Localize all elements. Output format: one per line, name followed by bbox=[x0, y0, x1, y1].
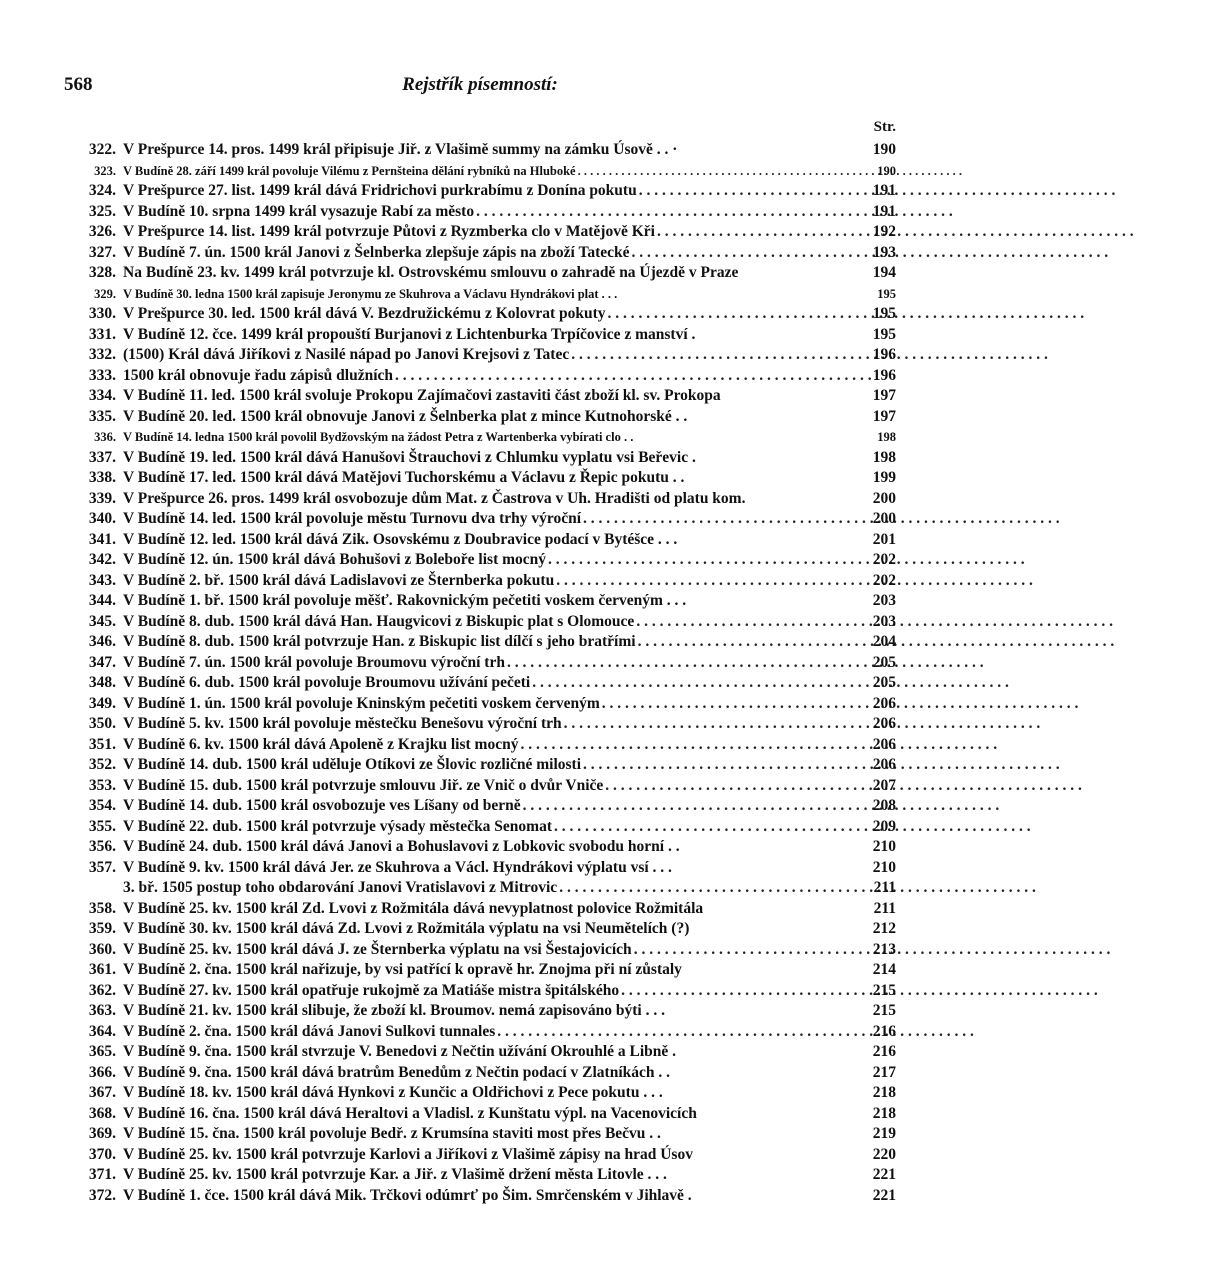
entry-number: 354. bbox=[88, 797, 116, 814]
entry-text: Na Budíně 23. kv. 1499 král potvrzuje kl. Ostrovskému smlouvu o zahradě na Újezdě v Praze bbox=[123, 264, 739, 281]
leader-dots bbox=[569, 345, 870, 366]
entry-number: 341. bbox=[88, 530, 116, 548]
entry-number: 364. bbox=[88, 1022, 116, 1040]
entry-page: 197 bbox=[872, 387, 896, 404]
entry-text: V Budíně 10. srpna 1499 král vysazuje Rabí za město bbox=[123, 202, 475, 220]
entry-number: 328. bbox=[88, 264, 116, 281]
entry-text: V Budíně 18. kv. 1500 král dává Hynkovi z Kunčic a Oldřichovi z Pece pokutu . . . bbox=[123, 1084, 663, 1101]
leader-dots bbox=[581, 509, 870, 530]
entry-page: 204 bbox=[872, 633, 896, 650]
entry-text: V Budíně 21. kv. 1500 král slibuje, že zboží kl. Broumov. nemá zapisováno býti . . . bbox=[123, 1002, 665, 1019]
entry-text: V Budíně 7. ún. 1500 král povoluje Broumovu výroční trh bbox=[123, 653, 505, 671]
entry-text: V Budíně 16. čna. 1500 král dává Heraltovi a Vladisl. z Kunštatu výpl. na Vacenovicích bbox=[123, 1104, 697, 1122]
list-item bbox=[64, 1063, 896, 1084]
entry-page: 211 bbox=[873, 899, 896, 917]
entry-page: 206 bbox=[872, 756, 896, 773]
entry-number: 355. bbox=[88, 817, 116, 835]
list-item bbox=[64, 571, 896, 592]
leader-dots bbox=[630, 243, 870, 264]
entry-text: V Budíně 14. dub. 1500 král osvobozuje ves Líšany od berně bbox=[123, 797, 521, 814]
list-item bbox=[64, 632, 896, 653]
entry-page: 206 bbox=[872, 735, 896, 753]
entry-page: 208 bbox=[872, 797, 896, 814]
entry-page: 199 bbox=[872, 469, 896, 486]
list-item bbox=[64, 1042, 896, 1063]
list-item bbox=[64, 1124, 896, 1145]
entry-text: V Budíně 11. led. 1500 král svoluje Prokopu Zajímačovi zastaviti část zboží kl. sv. Prokopa bbox=[123, 387, 721, 404]
leader-dots bbox=[521, 796, 870, 817]
entry-text: V Budíně 6. dub. 1500 král povoluje Broumovu užívání pečeti bbox=[123, 674, 531, 691]
list-item bbox=[64, 796, 896, 817]
leader-dots bbox=[552, 817, 870, 838]
leader-dots bbox=[634, 612, 869, 633]
entry-page: 191 bbox=[872, 182, 896, 199]
list-item bbox=[64, 981, 896, 1002]
list-item bbox=[64, 550, 896, 571]
entry-text: V Budíně 25. kv. 1500 král Zd. Lvovi z Rožmitála dává nevyplatnost polovice Rožmitála bbox=[123, 899, 704, 917]
entry-text: V Budíně 12. čce. 1499 král propouští Burjanovi z Lichtenburka Trpíčovice z manství . bbox=[123, 325, 696, 343]
entry-page: 191 bbox=[872, 202, 896, 220]
entry-text: V Prešpurce 27. list. 1499 král dává Fridrichovi purkrabímu z Donína pokutu bbox=[123, 182, 637, 199]
entry-page: 217 bbox=[872, 1063, 896, 1081]
list-item bbox=[64, 837, 896, 858]
entry-page: 190 bbox=[877, 163, 896, 178]
entry-page: 190 bbox=[872, 141, 896, 158]
leader-dots bbox=[393, 366, 870, 387]
entry-number: 359. bbox=[88, 920, 116, 937]
entry-text: 1500 král obnovuje řadu zápisů dlužních bbox=[123, 366, 394, 384]
entry-number: 352. bbox=[88, 756, 116, 773]
list-item bbox=[64, 735, 896, 756]
entry-number: 369. bbox=[88, 1125, 116, 1142]
entry-page: 210 bbox=[872, 838, 896, 855]
list-item bbox=[64, 263, 896, 284]
entry-page: 213 bbox=[872, 940, 896, 958]
entry-number: 351. bbox=[88, 735, 116, 753]
leader-dots bbox=[603, 776, 869, 797]
entry-page: 198 bbox=[872, 448, 896, 466]
entry-page: 215 bbox=[872, 981, 896, 999]
list-item bbox=[64, 427, 896, 448]
entry-text: V Budíně 2. čna. 1500 král dává Janovi Sulkovi tunnales bbox=[123, 1022, 496, 1040]
entry-page: 196 bbox=[872, 366, 896, 384]
entry-page: 215 bbox=[872, 1002, 896, 1019]
entry-text: V Budíně 27. kv. 1500 král opatřuje rukojmě za Matiáše mistra špitálského bbox=[123, 981, 620, 999]
entry-number: 365. bbox=[88, 1043, 116, 1060]
entry-number: 349. bbox=[88, 694, 116, 712]
leader-dots bbox=[636, 632, 870, 653]
entry-number: 367. bbox=[88, 1084, 116, 1101]
entry-page: 195 bbox=[877, 286, 896, 301]
list-item bbox=[64, 612, 896, 633]
entry-page: 206 bbox=[872, 694, 896, 712]
entry-number: 335. bbox=[88, 407, 116, 425]
entry-text: V Prešpurce 14. list. 1499 král potvrzuje Půtovi z Ryzmberka clo v Matějově Kři bbox=[123, 223, 655, 240]
entry-page: 200 bbox=[872, 489, 896, 507]
entry-number: 357. bbox=[88, 858, 116, 876]
list-item bbox=[64, 817, 896, 838]
entry-page: 192 bbox=[872, 223, 896, 240]
entry-number: 347. bbox=[88, 653, 116, 671]
list-item bbox=[64, 1083, 896, 1104]
list-item bbox=[64, 1165, 896, 1186]
list-item bbox=[64, 284, 896, 305]
entry-text: V Budíně 30. ledna 1500 král zapisuje Jeronymu ze Skuhrova a Václavu Hyndrákovi plat . . . bbox=[123, 286, 618, 301]
entry-number: 342. bbox=[88, 551, 116, 568]
entry-page: 202 bbox=[872, 551, 896, 568]
leader-dots bbox=[474, 202, 870, 223]
list-item bbox=[64, 899, 896, 920]
leader-dots bbox=[655, 222, 870, 243]
entry-text: V Budíně 9. čna. 1500 král stvrzuje V. Benedovi z Nečtin užívání Okrouhlé a Libně . bbox=[123, 1043, 677, 1060]
leader-dots bbox=[530, 673, 870, 694]
entry-text: V Budíně 12. ún. 1500 král dává Bohušovi z Boleboře list mocný bbox=[123, 551, 547, 568]
entry-text: V Budíně 14. dub. 1500 král uděluje Otíkovi ze Šlovic rozličné milosti bbox=[123, 756, 581, 773]
entry-text: V Budíně 1. bř. 1500 král povoluje měšť. Rakovnickým pečetiti voskem červeným . . . bbox=[123, 592, 687, 609]
entry-page: 211 bbox=[873, 879, 896, 896]
entry-text: V Budíně 2. bř. 1500 král dává Ladislavovi ze Šternberka pokutu bbox=[123, 571, 555, 589]
entry-text: V Budíně 15. dub. 1500 král potvrzuje smlouvu Jiř. ze Vnič o dvůr Vniče bbox=[123, 776, 604, 794]
entry-number: 348. bbox=[88, 674, 116, 691]
entry-number: 329. bbox=[94, 286, 116, 301]
list-item bbox=[64, 509, 896, 530]
entry-number: 371. bbox=[88, 1166, 116, 1183]
entry-page: 196 bbox=[872, 346, 896, 363]
entry-number: 336. bbox=[94, 430, 116, 444]
entry-text: V Budíně 9. kv. 1500 král dává Jer. ze Skuhrova a Václ. Hyndrákovi výplatu vsí . . . bbox=[123, 858, 672, 876]
entry-page: 201 bbox=[872, 530, 896, 548]
list-item bbox=[64, 345, 896, 366]
list-item bbox=[64, 181, 896, 202]
entry-text: V Budíně 7. ún. 1500 král Janovi z Šelnberka zlepšuje zápis na zboží Tatecké bbox=[123, 243, 630, 261]
entry-number: 350. bbox=[88, 715, 116, 732]
entry-text: V Budíně 25. kv. 1500 král potvrzuje Karlovi a Jiříkovi z Vlašimě zápisy na hrad Úsov bbox=[123, 1145, 693, 1163]
entry-number: 344. bbox=[88, 592, 116, 609]
entry-text: V Budíně 14. ledna 1500 král povolil Bydžovským na žádost Petra z Wartenberka vybírati clo . . bbox=[123, 430, 634, 444]
entry-text: V Budíně 25. kv. 1500 král dává J. ze Šternberka výplatu na vsi Šestajovicích bbox=[123, 940, 632, 958]
entry-page: 209 bbox=[872, 817, 896, 835]
entry-text: V Budíně 2. čna. 1500 král nařizuje, by vsi patřící k opravě hr. Znojma při ní zůstaly bbox=[123, 961, 682, 978]
leader-dots bbox=[557, 878, 870, 899]
entry-page: 203 bbox=[872, 592, 896, 609]
list-item bbox=[64, 653, 896, 674]
entry-number: 334. bbox=[88, 387, 116, 404]
entry-number: 337. bbox=[88, 448, 116, 466]
entry-page: 218 bbox=[872, 1084, 896, 1101]
entry-number: 327. bbox=[88, 243, 116, 261]
entry-page: 206 bbox=[872, 715, 896, 732]
list-item bbox=[64, 448, 896, 469]
entry-text: V Budíně 28. září 1499 král povoluje Vilému z Pernšteina dělání rybníků na Hluboké bbox=[123, 163, 576, 178]
entry-number: 330. bbox=[88, 305, 116, 322]
entry-number: 324. bbox=[88, 182, 116, 199]
entry-number: 368. bbox=[88, 1104, 116, 1122]
entry-page: 220 bbox=[872, 1145, 896, 1163]
entry-text: V Prešpurce 30. led. 1500 král dává V. Bezdružickému z Kolovrat pokuty bbox=[123, 305, 606, 322]
entry-text: V Budíně 6. kv. 1500 král dává Apoleně z Krajku list mocný bbox=[123, 735, 519, 753]
entry-text: V Prešpurce 14. pros. 1499 král připisuje Jiř. z Vlašimě summy na zámku Úsově . . · bbox=[123, 141, 678, 158]
list-item bbox=[64, 591, 896, 612]
page-number: 568 bbox=[64, 74, 93, 95]
leader-dots bbox=[562, 714, 870, 735]
entry-text: V Budíně 24. dub. 1500 král dává Janovi a Bohuslavovi z Lobkovic svobodu horní . . bbox=[123, 838, 680, 855]
entry-number: 338. bbox=[88, 469, 116, 486]
list-item bbox=[64, 673, 896, 694]
list-item bbox=[64, 530, 896, 551]
entry-text: V Budíně 20. led. 1500 král obnovuje Janovi z Šelnberka plat z mince Kutnohorské . . bbox=[123, 407, 688, 425]
entry-text: V Budíně 5. kv. 1500 král povoluje městečku Benešovu výroční trh bbox=[123, 715, 562, 732]
entry-page: 202 bbox=[872, 571, 896, 589]
leader-dots bbox=[581, 755, 870, 776]
list-item bbox=[64, 694, 896, 715]
entry-text: V Budíně 17. led. 1500 král dává Matějovi Tuchorskému a Václavu z Řepic pokutu . . bbox=[123, 469, 685, 486]
list-item bbox=[64, 222, 896, 243]
leader-dots bbox=[576, 161, 875, 182]
entry-number: 343. bbox=[88, 571, 116, 589]
list-item bbox=[64, 1186, 896, 1207]
entry-page: 219 bbox=[872, 1125, 896, 1142]
leader-dots bbox=[495, 1022, 870, 1043]
entry-page: 194 bbox=[872, 264, 896, 281]
entry-number: 356. bbox=[88, 838, 116, 855]
leader-dots bbox=[606, 304, 870, 325]
entry-number: 353. bbox=[88, 776, 116, 794]
entry-text: V Budíně 1. ún. 1500 král povoluje Kninským pečetiti voskem červeným bbox=[123, 694, 600, 712]
entry-text: V Budíně 30. kv. 1500 král dává Zd. Lvovi z Rožmitála výplatu na vsi Neumětelích (?) bbox=[123, 920, 690, 937]
leader-dots bbox=[505, 653, 870, 674]
entry-page: 195 bbox=[872, 325, 896, 343]
entry-page: 214 bbox=[872, 961, 896, 978]
list-item bbox=[64, 919, 896, 940]
entry-text: V Budíně 15. čna. 1500 král povoluje Bedř. z Krumsína staviti most přes Bečvu . . bbox=[123, 1125, 661, 1142]
entry-number: 345. bbox=[88, 612, 116, 630]
entry-text: 3. bř. 1505 postup toho obdarování Janovi Vratislavovi z Mitrovic bbox=[123, 879, 558, 896]
list-item bbox=[64, 489, 896, 510]
leader-dots bbox=[600, 694, 870, 715]
entry-page: 205 bbox=[872, 674, 896, 691]
list-item bbox=[64, 366, 896, 387]
list-item bbox=[64, 304, 896, 325]
entry-text: V Budíně 9. čna. 1500 král dává bratrům Benedům z Nečtin podací v Zlatníkách . . bbox=[123, 1063, 670, 1081]
list-item bbox=[64, 1001, 896, 1022]
entry-number: 331. bbox=[88, 325, 116, 343]
leader-dots bbox=[632, 940, 870, 961]
entry-number: 326. bbox=[88, 223, 116, 240]
entry-number: 325. bbox=[88, 202, 116, 220]
leader-dots bbox=[619, 981, 870, 1002]
entry-text: V Prešpurce 26. pros. 1499 král osvobozuje dům Mat. z Častrova v Uh. Hradišti od platu kom. bbox=[123, 489, 746, 507]
entry-page: 195 bbox=[872, 305, 896, 322]
entry-text: V Budíně 12. led. 1500 král dává Zik. Osovskému z Doubravice podací v Bytéšce . . . bbox=[123, 530, 678, 548]
leader-dots bbox=[518, 735, 869, 756]
entry-number: 322. bbox=[88, 141, 116, 158]
entry-number: 323. bbox=[94, 163, 116, 178]
list-item bbox=[64, 1022, 896, 1043]
list-item bbox=[64, 858, 896, 879]
entry-page: 221 bbox=[872, 1186, 896, 1204]
entry-text: V Budíně 8. dub. 1500 král potvrzuje Han. z Biskupic list dílčí s jeho bratřími bbox=[123, 633, 636, 650]
entry-page: 205 bbox=[872, 653, 896, 671]
entry-number: 372. bbox=[88, 1186, 116, 1204]
list-item bbox=[64, 776, 896, 797]
entry-page: 221 bbox=[872, 1166, 896, 1183]
list-item bbox=[64, 714, 896, 735]
entry-text: V Budíně 1. čce. 1500 král dává Mik. Trčkovi odúmrť po Šim. Smrčenském v Jihlavě . bbox=[123, 1186, 692, 1204]
entry-number: 361. bbox=[88, 961, 116, 978]
list-item bbox=[64, 1145, 896, 1166]
entry-text: V Budíně 25. kv. 1500 král potvrzuje Kar. a Jiř. z Vlašimě držení města Litovle . . . bbox=[123, 1166, 667, 1183]
entry-page: 198 bbox=[877, 430, 896, 444]
page-header bbox=[64, 74, 896, 102]
entry-number: 346. bbox=[88, 633, 116, 650]
list-item bbox=[64, 940, 896, 961]
entry-text: V Budíně 8. dub. 1500 král dává Han. Haugvicovi z Biskupic plat s Olomouce bbox=[123, 612, 635, 630]
entry-page: 216 bbox=[872, 1022, 896, 1040]
list-item bbox=[64, 325, 896, 346]
entry-number: 366. bbox=[88, 1063, 116, 1081]
entry-page: 200 bbox=[872, 510, 896, 527]
entry-text: V Budíně 19. led. 1500 král dává Hanušovi Štrauchovi z Chlumku vyplatu vsi Beřevic . bbox=[123, 448, 696, 466]
entry-text: V Budíně 22. dub. 1500 král potvrzuje výsady městečka Senomat bbox=[123, 817, 553, 835]
list-item bbox=[64, 878, 896, 899]
entry-page: 203 bbox=[872, 612, 896, 630]
entry-page: 193 bbox=[872, 243, 896, 261]
list-item bbox=[64, 755, 896, 776]
entry-number: 340. bbox=[88, 510, 116, 527]
entry-page: 212 bbox=[872, 920, 896, 937]
leader-dots bbox=[554, 571, 870, 592]
entry-number: 339. bbox=[88, 489, 116, 507]
entry-number: 370. bbox=[88, 1145, 116, 1163]
list-item bbox=[64, 243, 896, 264]
entry-number: 332. bbox=[88, 346, 116, 363]
entry-page: 216 bbox=[872, 1043, 896, 1060]
list-item bbox=[64, 468, 896, 489]
list-item bbox=[64, 1104, 896, 1125]
entry-number: 362. bbox=[88, 981, 116, 999]
leader-dots bbox=[546, 550, 870, 571]
list-item bbox=[64, 386, 896, 407]
entry-number: 358. bbox=[88, 899, 116, 917]
entry-number: 360. bbox=[88, 940, 116, 958]
entry-list bbox=[64, 140, 896, 1206]
entry-page: 197 bbox=[872, 407, 896, 425]
list-item bbox=[64, 161, 896, 182]
list-item bbox=[64, 960, 896, 981]
entry-number: 333. bbox=[88, 366, 116, 384]
entry-number: 363. bbox=[88, 1002, 116, 1019]
entry-page: 207 bbox=[872, 776, 896, 794]
running-title: Rejstřík písemností: bbox=[402, 74, 558, 95]
list-item bbox=[64, 140, 896, 161]
page-column-label: Str. bbox=[873, 119, 896, 135]
leader-dots bbox=[637, 181, 870, 202]
entry-page: 210 bbox=[872, 858, 896, 876]
entry-page: 218 bbox=[872, 1104, 896, 1122]
entry-text: V Budíně 14. led. 1500 král povoluje městu Turnovu dva trhy výroční bbox=[123, 510, 582, 527]
entry-text: (1500) Král dává Jiříkovi z Nasilé nápad po Janovi Krejsovi z Tatec bbox=[123, 346, 570, 363]
list-item bbox=[64, 407, 896, 428]
list-item bbox=[64, 202, 896, 223]
